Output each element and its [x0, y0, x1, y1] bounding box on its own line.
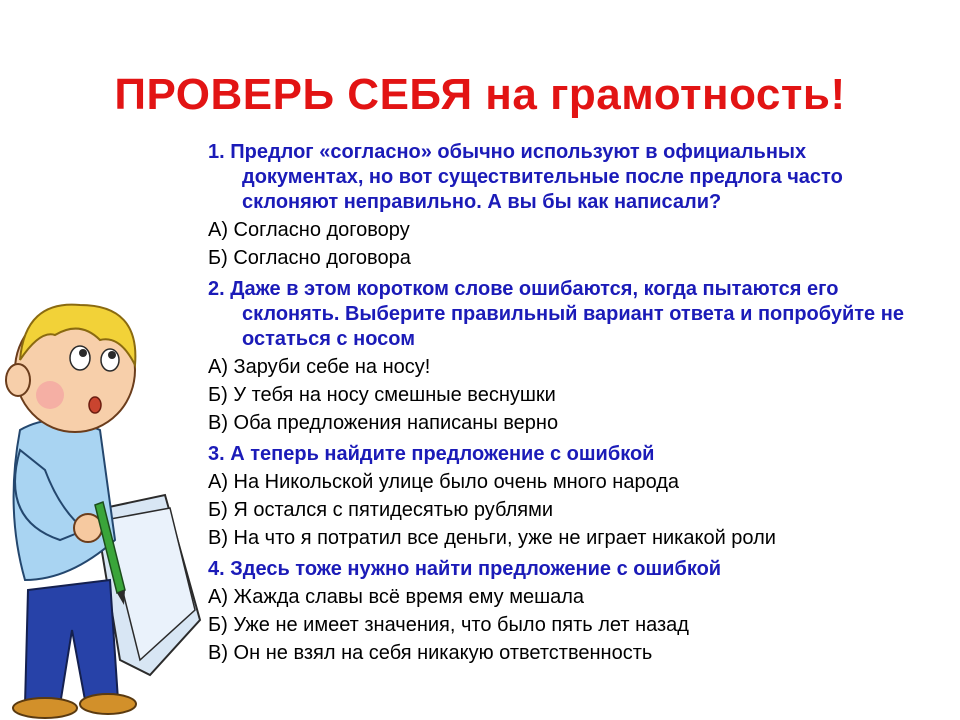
- slide-title: ПРОВЕРЬ СЕБЯ на грамотность!: [114, 70, 846, 119]
- answer-option: В) Он не взял на себя никакую ответственность: [208, 642, 653, 664]
- question-3: 3. А теперь найдите предложение с ошибкой: [208, 443, 655, 465]
- answer-option: А) На Никольской улице было очень много народа: [208, 471, 680, 493]
- boy-illustration: [0, 280, 215, 720]
- answer-option: Б) Уже не имеет значения, что было пять лет назад: [208, 614, 689, 636]
- question-4: 4. Здесь тоже нужно найти предложение с ошибкой: [208, 558, 722, 580]
- answer-option: Б) У тебя на носу смешные веснушки: [208, 384, 556, 406]
- answer-option: В) Оба предложения написаны верно: [208, 412, 559, 434]
- answer-option: А) Жажда славы всё время ему мешала: [208, 586, 585, 608]
- quiz-content: [208, 140, 908, 669]
- answer-option: Б) Согласно договора: [208, 247, 411, 269]
- answer-option: Б) Я остался с пятидесятью рублями: [208, 499, 553, 521]
- question-2: 2. Даже в этом коротком слове ошибаются, когда пытаются его склонять. Выберите правильный вариант ответа и попробуйте не остаться с носом: [208, 278, 904, 350]
- answer-option: А) Согласно договору: [208, 219, 410, 241]
- answer-option: А) Заруби себе на носу!: [208, 356, 431, 378]
- answer-option: В) На что я потратил все деньги, уже не играет никакой роли: [208, 527, 776, 549]
- question-1: 1. Предлог «согласно» обычно используют в официальных документах, но вот существительные после предлога часто склоняют неправильно. А вы бы как написали?: [208, 141, 843, 213]
